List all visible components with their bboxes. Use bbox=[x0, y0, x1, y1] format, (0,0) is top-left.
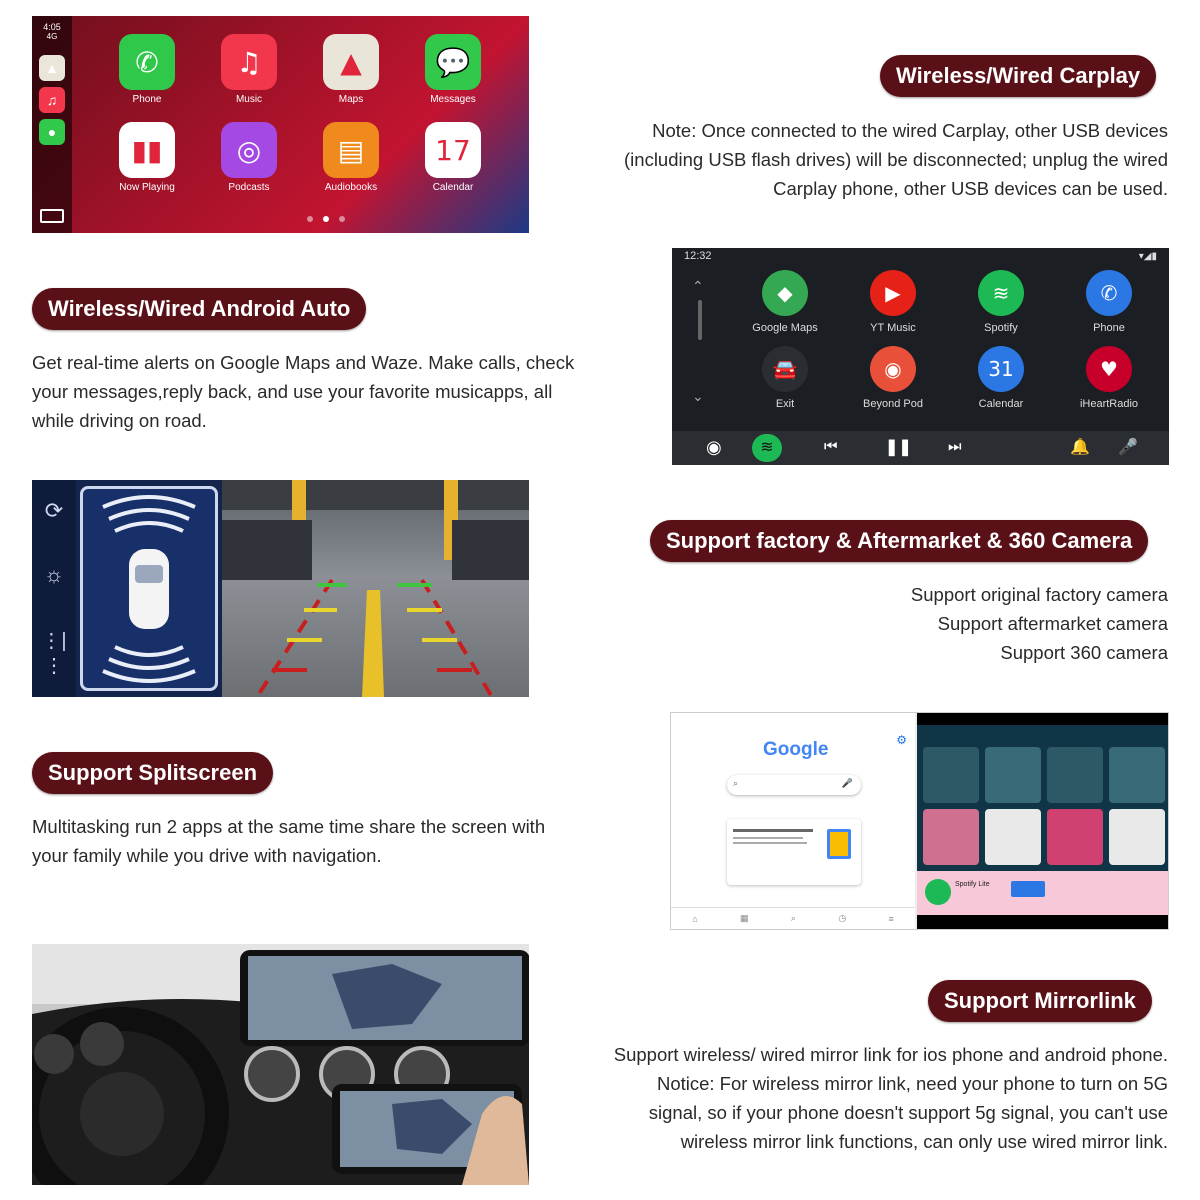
android-app-label: Spotify bbox=[984, 322, 1018, 334]
carplay-app-label: Audiobooks bbox=[324, 182, 378, 193]
updates-icon[interactable]: ▦ bbox=[740, 913, 749, 923]
carplay-app-podcasts[interactable] bbox=[207, 122, 291, 193]
camera-title: Support factory & Aftermarket & 360 Camera bbox=[650, 520, 1148, 562]
spotify-panel bbox=[917, 713, 1169, 929]
ad-title: Spotify Lite bbox=[955, 881, 990, 888]
notification-bell-icon[interactable]: 🔔 bbox=[1070, 439, 1090, 456]
carplay-app-now-playing[interactable] bbox=[105, 122, 189, 193]
mirrorlink-photo bbox=[32, 944, 529, 1185]
maps-icon: ▲ bbox=[323, 34, 379, 90]
search-icon: ⌕ bbox=[733, 778, 739, 788]
album-tile[interactable] bbox=[923, 809, 979, 865]
camera-description: Support original factory camera Support aftermarket camera Support 360 camera bbox=[910, 584, 1168, 663]
dashboard-icon[interactable] bbox=[40, 209, 64, 223]
previous-track-icon[interactable]: ⏮ bbox=[824, 438, 838, 455]
microphone-icon[interactable]: 🎤 bbox=[841, 778, 853, 788]
ad-banner bbox=[917, 871, 1169, 915]
audiobooks-icon: ▤ bbox=[323, 122, 379, 178]
camera-sidebar bbox=[32, 480, 76, 697]
status-time: 12:32 bbox=[684, 250, 712, 262]
home-icon[interactable]: ⌂ bbox=[692, 913, 698, 924]
parking-sensor-view bbox=[80, 486, 218, 691]
carplay-app-phone[interactable] bbox=[105, 34, 189, 105]
music-icon: ♫ bbox=[221, 34, 277, 90]
android-app-label: Exit bbox=[775, 398, 795, 410]
carplay-sidebar bbox=[32, 16, 72, 233]
android-app-label: YT Music bbox=[870, 322, 916, 334]
google-panel bbox=[671, 713, 915, 929]
brightness-icon[interactable]: ☼ bbox=[43, 562, 65, 587]
phone-icon: ✆ bbox=[119, 34, 175, 90]
car-exit-icon: 🚘 bbox=[762, 346, 808, 392]
carplay-app-messages[interactable] bbox=[411, 34, 495, 105]
yt-music-icon: ▶ bbox=[870, 270, 916, 316]
parking-guide-lines bbox=[222, 480, 529, 697]
phone-icon: ✆ bbox=[1086, 270, 1132, 316]
android-app-yt-music[interactable] bbox=[843, 270, 943, 334]
settings-icon[interactable]: ⚙ bbox=[896, 733, 907, 747]
mirrorlink-description: Support wireless/ wired mirror link for ios phone and android phone. Notice: For wireless mirror link, need your phone to turn on 5G signal, so if your phone doesn't support 5g signal, you can't use wireless mirror link functions, can only use wired mirror link. bbox=[613, 1044, 1168, 1152]
carplay-app-maps[interactable] bbox=[309, 34, 393, 105]
album-tile[interactable] bbox=[1109, 809, 1165, 865]
android-app-label: Calendar bbox=[978, 398, 1024, 410]
android-auto-screenshot bbox=[672, 248, 1169, 465]
now-playing-icon: ▮▮ bbox=[119, 122, 175, 178]
android-app-calendar[interactable] bbox=[951, 346, 1051, 410]
maps-icon[interactable]: ▲ bbox=[39, 55, 65, 81]
carplay-app-calendar[interactable] bbox=[411, 122, 495, 193]
discover-card[interactable] bbox=[727, 819, 861, 885]
google-maps-icon: ◆ bbox=[762, 270, 808, 316]
messages-icon[interactable]: ● bbox=[39, 119, 65, 145]
search-input[interactable] bbox=[727, 775, 861, 795]
android-app-label: Phone bbox=[1093, 322, 1125, 334]
nav-bar bbox=[917, 915, 1169, 929]
messages-icon: 💬 bbox=[425, 34, 481, 90]
android-app-beyond-pod[interactable] bbox=[843, 346, 943, 410]
carplay-title: Wireless/Wired Carplay bbox=[880, 55, 1156, 97]
page-indicator bbox=[307, 216, 345, 222]
status-signal: 4G bbox=[46, 32, 58, 41]
install-button[interactable] bbox=[1011, 881, 1045, 897]
pause-icon[interactable]: ❚❚ bbox=[885, 439, 912, 456]
home-icon[interactable]: ◉ bbox=[706, 437, 722, 457]
album-tile[interactable] bbox=[1047, 809, 1103, 865]
android-app-exit[interactable] bbox=[735, 346, 835, 410]
rear-camera-view bbox=[222, 480, 529, 697]
scroll-down-icon[interactable]: ⌄ bbox=[692, 388, 704, 404]
android-app-google-maps[interactable] bbox=[735, 270, 835, 334]
scrollbar[interactable] bbox=[698, 300, 702, 340]
android-app-spotify[interactable] bbox=[951, 270, 1051, 334]
album-tile[interactable] bbox=[1109, 747, 1165, 803]
mirrorlink-title: Support Mirrorlink bbox=[928, 980, 1152, 1022]
music-icon[interactable]: ♫ bbox=[39, 87, 65, 113]
carplay-app-audiobooks[interactable] bbox=[309, 122, 393, 193]
album-tile[interactable] bbox=[985, 747, 1041, 803]
carplay-app-label: Now Playing bbox=[119, 182, 175, 193]
camera-screenshot bbox=[32, 480, 529, 697]
carplay-app-label: Podcasts bbox=[228, 182, 270, 193]
card-image bbox=[827, 829, 851, 859]
android-app-label: iHeartRadio bbox=[1079, 398, 1139, 410]
android-auto-nav-bar bbox=[672, 431, 1169, 465]
android-app-iheartradio[interactable] bbox=[1059, 346, 1159, 410]
status-bar bbox=[917, 713, 1169, 725]
carplay-app-label: Messages bbox=[430, 94, 476, 105]
android-app-label: Beyond Pod bbox=[863, 398, 923, 410]
beyond-pod-icon: ◉ bbox=[870, 346, 916, 392]
carplay-note: Note: Once connected to the wired Carplay, other USB devices (including USB flash drives) will be disconnected; unplug the wired Carplay phone, other USB devices can be used. bbox=[624, 120, 1168, 199]
search-icon[interactable]: ⌕ bbox=[790, 913, 796, 923]
recent-icon[interactable]: ◷ bbox=[838, 913, 847, 923]
parking-sensor-graphic bbox=[83, 489, 215, 688]
spotify-icon bbox=[925, 879, 951, 905]
scroll-up-icon[interactable]: ⌃ bbox=[692, 278, 704, 294]
splitscreen-screenshot bbox=[670, 712, 1169, 930]
rotate-icon[interactable]: ⟳ bbox=[44, 498, 64, 523]
splitscreen-title: Support Splitscreen bbox=[32, 752, 273, 794]
google-bottom-nav bbox=[671, 907, 915, 929]
microphone-icon[interactable]: 🎤 bbox=[1118, 439, 1138, 456]
android-auto-title: Wireless/Wired Android Auto bbox=[32, 288, 366, 330]
car-interior-graphic bbox=[32, 944, 529, 1185]
calendar-icon: 31 bbox=[978, 346, 1024, 392]
spotify-icon[interactable]: ≋ bbox=[752, 434, 782, 462]
android-auto-description: Get real-time alerts on Google Maps and Waze. Make calls, check your messages,reply back, and use your favorite musicapps, all while driving on road. bbox=[32, 352, 575, 431]
carplay-app-label: Maps bbox=[338, 94, 364, 105]
album-tile[interactable] bbox=[985, 809, 1041, 865]
status-icons: ▾◢▮ bbox=[1138, 251, 1157, 262]
carplay-app-music[interactable] bbox=[207, 34, 291, 105]
sensor-icon[interactable]: ⋮|⋮ bbox=[41, 630, 67, 677]
album-grid bbox=[923, 747, 1165, 865]
android-app-label: Google Maps bbox=[752, 322, 818, 334]
carplay-app-label: Phone bbox=[132, 94, 162, 105]
podcasts-icon: ◎ bbox=[221, 122, 277, 178]
carplay-app-label: Music bbox=[235, 94, 263, 105]
carplay-app-label: Calendar bbox=[432, 182, 474, 193]
more-icon[interactable]: ≡ bbox=[888, 913, 894, 924]
status-time: 4:05 bbox=[43, 22, 61, 32]
iheartradio-icon: ♥ bbox=[1086, 346, 1132, 392]
next-track-icon[interactable]: ⏭ bbox=[948, 438, 962, 455]
carplay-screenshot bbox=[32, 16, 529, 233]
album-tile[interactable] bbox=[923, 747, 979, 803]
splitscreen-description: Multitasking run 2 apps at the same time share the screen with your family while you drive with navigation. bbox=[32, 816, 546, 866]
album-tile[interactable] bbox=[1047, 747, 1103, 803]
spotify-icon: ≋ bbox=[978, 270, 1024, 316]
google-logo: Google bbox=[763, 739, 829, 760]
android-app-phone[interactable] bbox=[1059, 270, 1159, 334]
calendar-icon: 17 bbox=[425, 122, 481, 178]
